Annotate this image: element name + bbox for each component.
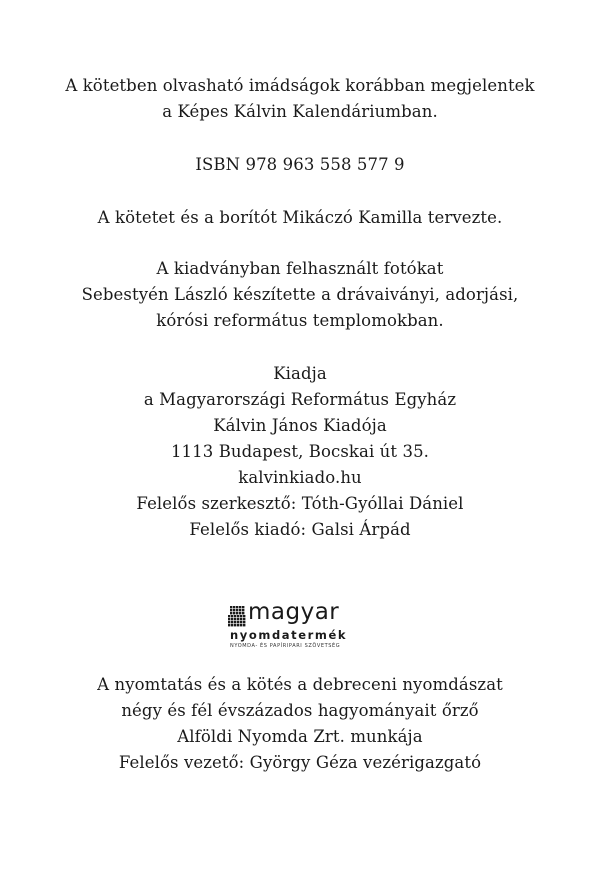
isbn: ISBN 978 963 558 577 9 [195,155,405,174]
photo-credit-line-1: A kiadványban felhasznált fotókat [156,259,444,278]
logo-subword: nyomdatermék [230,628,348,642]
printer-line-1: A nyomtatás és a kötés a debreceni nyomdászat [97,675,503,694]
printer-block [0,672,600,776]
logo-tagline: NYOMDA- ÉS PAPÍRIPARI SZÖVETSÉG [230,643,341,649]
designer-line: A kötetet és a borítót Mikáczó Kamilla tervezte. [97,208,503,227]
photo-credit [0,256,600,334]
printer-line-4: Felelős vezető: György Géza vezérigazgató [118,753,482,772]
pixel-grid-logo-icon [228,606,248,628]
logo-word: magyar [248,599,340,625]
isbn-block [0,152,600,178]
designer-credit [0,205,600,231]
publisher-line-4: 1113 Budapest, Bocskai út 35. [170,442,430,461]
publisher-line-3: Kálvin János Kiadója [213,416,387,435]
publisher-block [0,361,600,543]
responsible-editor: Felelős szerkesztő: Tóth-Gyóllai Dániel [136,494,464,513]
magyar-nyomdatermek-logo [228,599,373,654]
source-note [0,73,600,125]
printer-line-2: négy és fél évszázados hagyományait őrző [121,701,479,720]
source-note-line-1: A kötetben olvasható imádságok korábban megjelentek [65,76,535,95]
publisher-website: kalvinkiado.hu [238,468,362,487]
responsible-publisher: Felelős kiadó: Galsi Árpád [189,520,411,539]
photo-credit-line-3: kórósi református templomokban. [156,311,444,330]
printer-line-3: Alföldi Nyomda Zrt. munkája [177,727,423,746]
publisher-line-1: Kiadja [273,364,327,383]
source-note-line-2: a Képes Kálvin Kalendáriumban. [162,102,438,121]
photo-credit-line-2: Sebestyén László készítette a drávaiványi, adorjási, [81,285,519,304]
publisher-line-2: a Magyarországi Református Egyház [143,390,457,409]
